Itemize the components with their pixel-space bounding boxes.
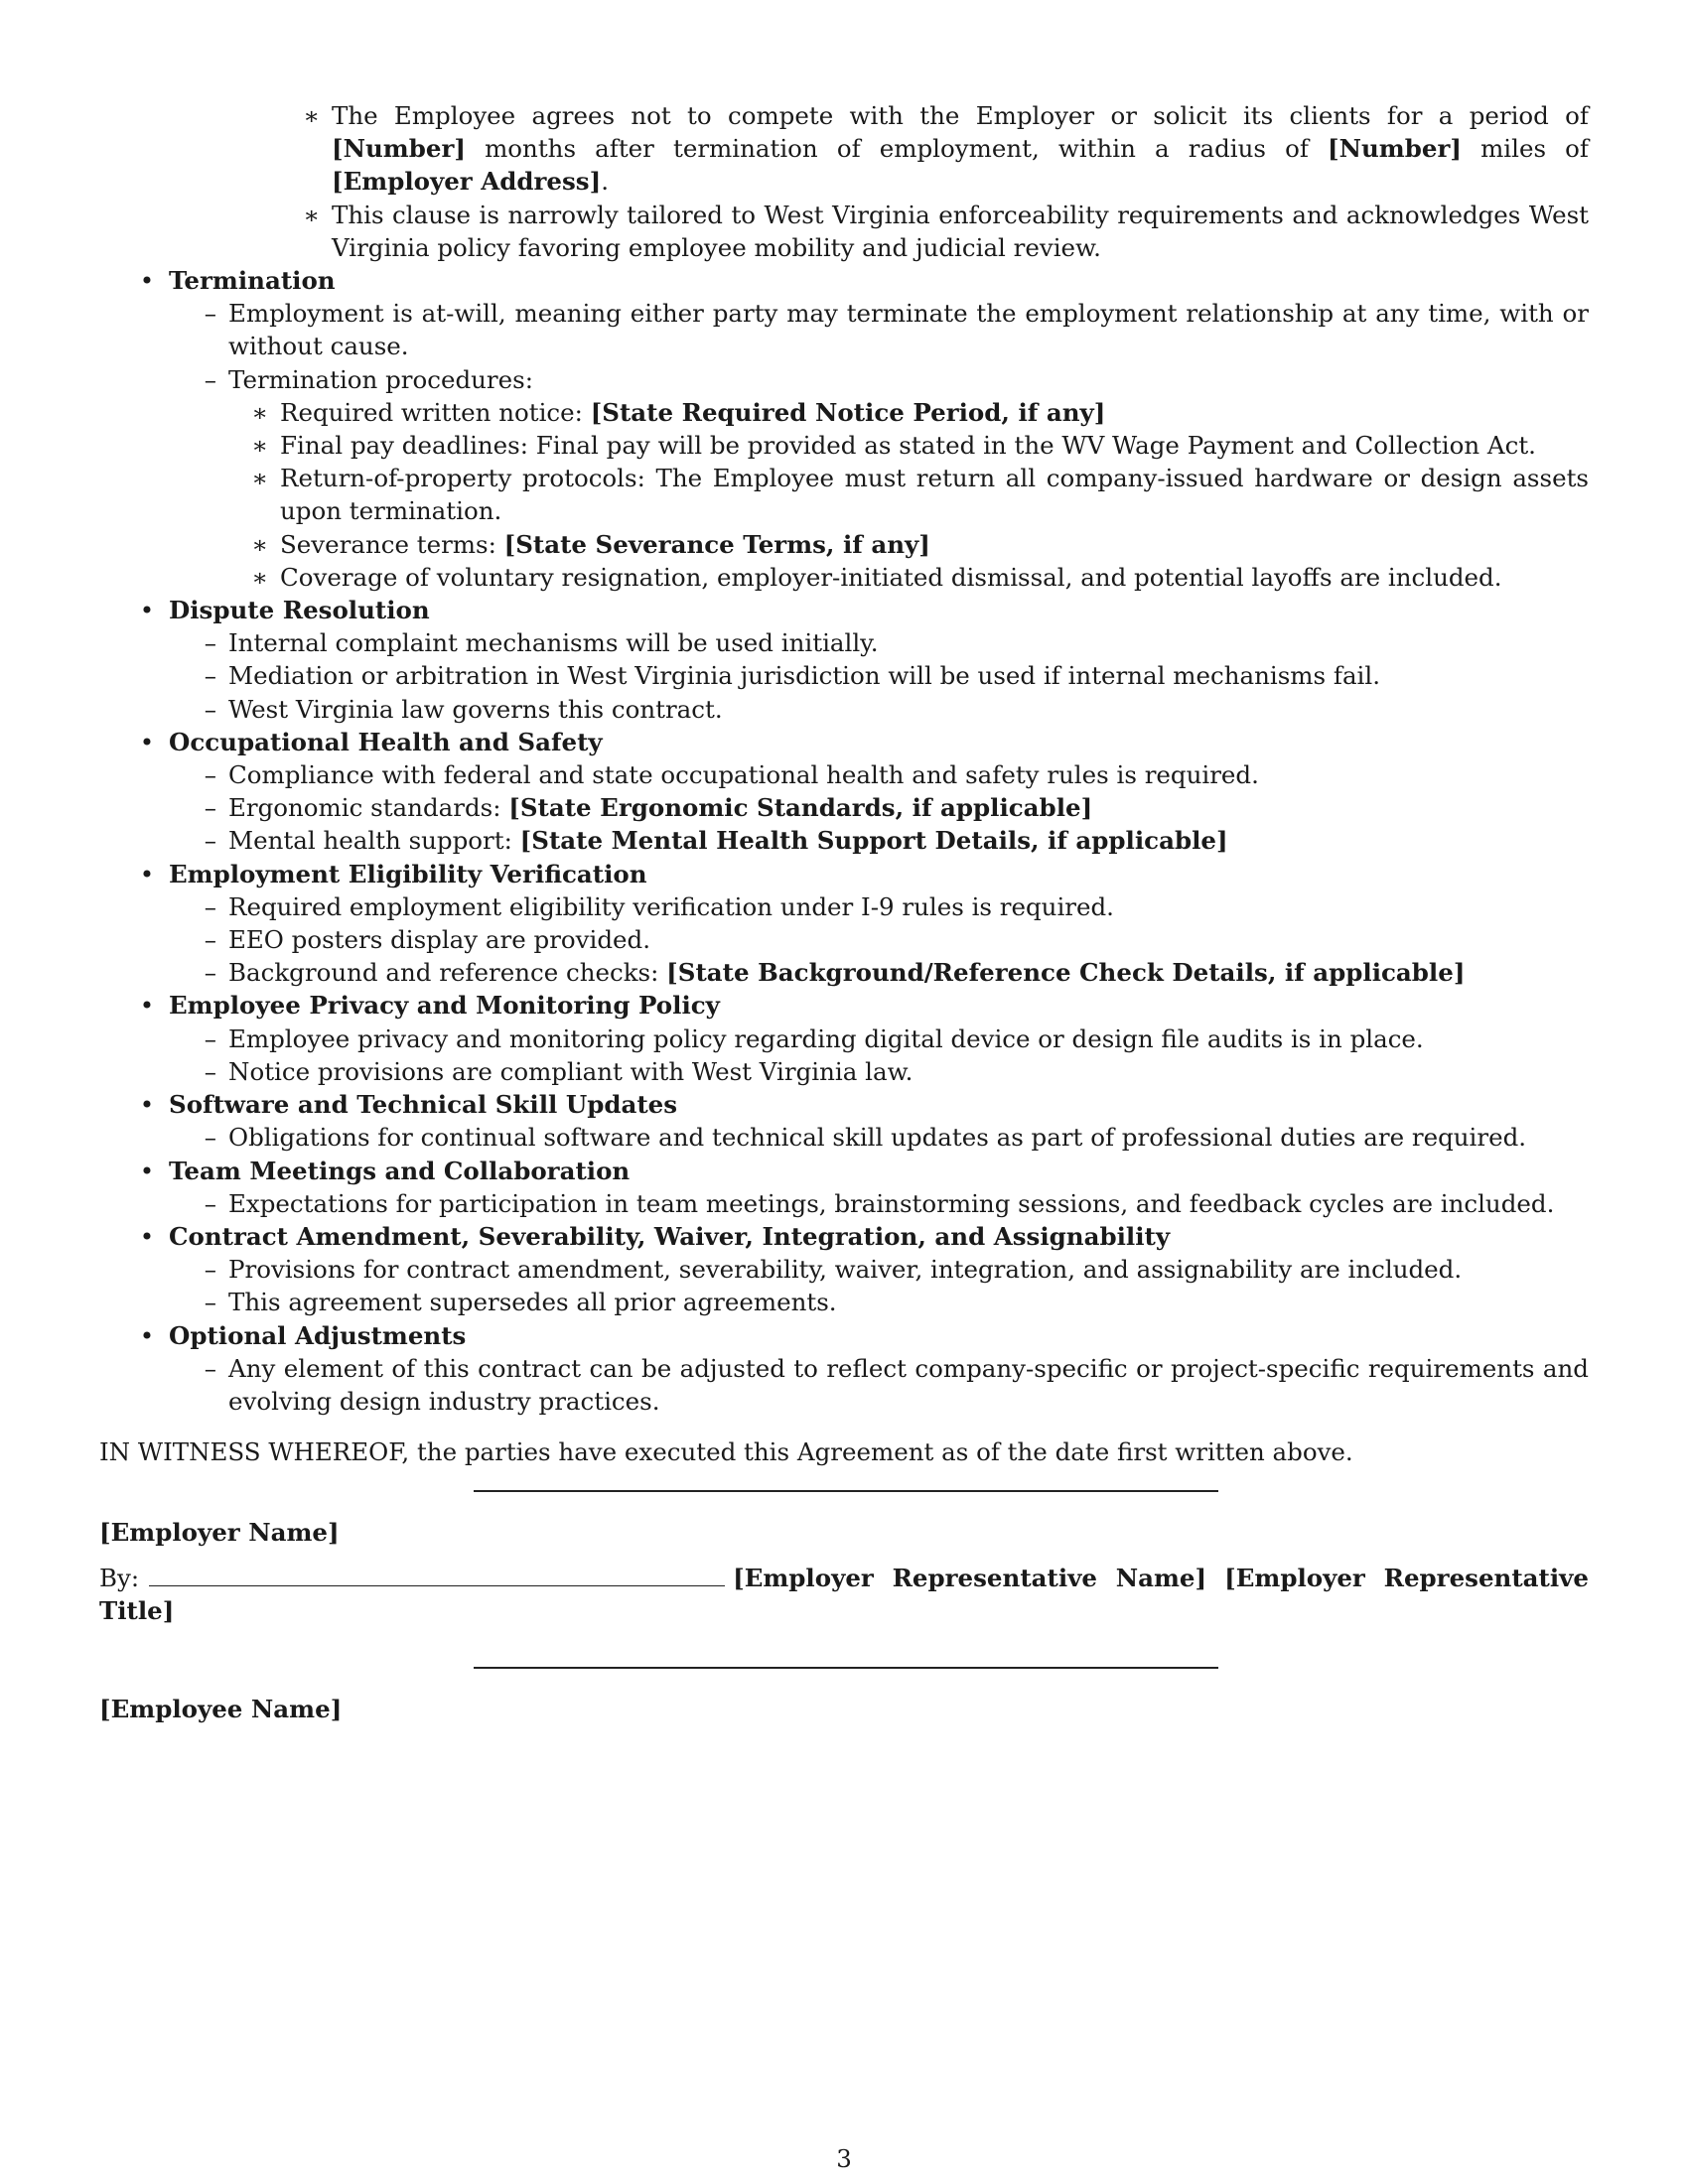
section-title: Termination — [169, 266, 336, 296]
section-privacy-monitoring — [99, 989, 1589, 1088]
placeholder-field: [Number] — [332, 134, 466, 164]
dash-marker: – — [204, 925, 216, 955]
list-item: ∗ This clause is narrowly tailored to West Virginia enforceability requirements and acknowledges West Virginia policy favoring employee mobility and judicial review. — [280, 199, 1589, 264]
section-optional-adjustments — [99, 1319, 1589, 1419]
by-signature-line — [149, 1564, 725, 1586]
list-item: – EEO posters display are provided. — [169, 923, 1589, 956]
bullet-marker: • — [139, 1221, 155, 1251]
list-item: – Termination procedures: ∗ Required written notice: [State Required Notice Period, if any] ∗ Final pay deadlines: Final pay will be provided as stated in the WV Wage Payment and Collection Act. ∗ Return-of-property protocols: The Employee must return all company-issued hardware or design assets upon termination. ∗ Severance terms: [State Severance Terms, if any] ∗ Coverage of voluntary resignation, employer-initiated dismissal, and potential layoffs are included. — [169, 363, 1589, 594]
list-item: – Compliance with federal and state occupational health and safety rules is required. — [169, 758, 1589, 791]
section-contract-amendment — [99, 1220, 1589, 1319]
list-item: – Provisions for contract amendment, severability, waiver, integration, and assignability are included. — [169, 1253, 1589, 1286]
representative-name: [Employer Representative Name] — [733, 1563, 1207, 1592]
bullet-marker: • — [139, 266, 155, 296]
list-item: ∗ The Employee agrees not to compete with the Employer or solicit its clients for a period of [Number] months after termination of employment, within a radius of [Number] miles of [Employer Address]. — [280, 99, 1589, 199]
dash-marker: – — [204, 694, 216, 724]
dash-marker: – — [204, 1288, 216, 1317]
employer-name: [Employer Name] — [99, 1518, 340, 1548]
list-item: – Background and reference checks: [State Background/Reference Check Details, if applicable] — [169, 956, 1589, 989]
employee-name: [Employee Name] — [99, 1694, 343, 1723]
bullet-marker: • — [139, 1156, 155, 1185]
list-item: – Employee privacy and monitoring policy regarding digital device or design file audits is in place. — [169, 1023, 1589, 1055]
list-item: ∗ Final pay deadlines: Final pay will be provided as stated in the WV Wage Payment and Collection Act. — [228, 429, 1589, 462]
placeholder-field: [State Severance Terms, if any] — [503, 529, 930, 559]
list-item: – Any element of this contract can be adjusted to reflect company-specific or project-specific requirements and evolving design industry practices. — [169, 1352, 1589, 1418]
list-item: – Internal complaint mechanisms will be used initially. — [169, 626, 1589, 659]
placeholder-field: [State Background/Reference Check Details, if applicable] — [666, 958, 1466, 988]
star-marker: ∗ — [251, 397, 268, 427]
bullet-marker: • — [139, 727, 155, 756]
dash-marker: – — [204, 661, 216, 691]
witness-clause: IN WITNESS WHEREOF, the parties have executed this Agreement as of the date first written above. — [99, 1437, 1353, 1467]
section-termination — [99, 264, 1589, 594]
list-item: – Ergonomic standards: [State Ergonomic Standards, if applicable] — [169, 791, 1589, 824]
star-marker: ∗ — [251, 529, 268, 559]
dash-marker: – — [204, 826, 216, 856]
list-item: – West Virginia law governs this contract. — [169, 693, 1589, 726]
list-item: ∗ Severance terms: [State Severance Terms, if any] — [228, 528, 1589, 561]
star-marker: ∗ — [251, 464, 268, 493]
placeholder-field: [Employer Address] — [332, 167, 602, 197]
dash-marker: – — [204, 1024, 216, 1053]
section-title: Occupational Health and Safety — [169, 727, 603, 756]
placeholder-field: [State Mental Health Support Details, if applicable] — [519, 826, 1228, 856]
dash-marker: – — [204, 364, 216, 394]
dash-marker: – — [204, 1123, 216, 1153]
star-marker: ∗ — [303, 101, 320, 130]
placeholder-field: [State Ergonomic Standards, if applicable] — [508, 793, 1093, 823]
star-marker: ∗ — [251, 562, 268, 592]
bullet-marker: • — [139, 859, 155, 888]
dash-marker: – — [204, 958, 216, 988]
dash-marker: – — [204, 1255, 216, 1285]
dash-marker: – — [204, 793, 216, 823]
list-item: – Obligations for continual software and technical skill updates as part of professional duties are required. — [169, 1121, 1589, 1154]
dash-marker: – — [204, 891, 216, 921]
section-eligibility-verification — [99, 858, 1589, 990]
star-marker: ∗ — [303, 200, 320, 229]
section-software-updates — [99, 1088, 1589, 1154]
section-list — [99, 264, 1589, 1418]
section-team-meetings — [99, 1155, 1589, 1220]
section-title: Software and Technical Skill Updates — [169, 1090, 678, 1120]
bullet-marker: • — [139, 1090, 155, 1120]
list-item: ∗ Return-of-property protocols: The Employee must return all company-issued hardware or design assets upon termination. — [228, 462, 1589, 527]
dash-marker: – — [204, 1353, 216, 1383]
employer-by-row — [99, 1562, 1589, 1627]
employee-signature-line — [474, 1667, 1218, 1669]
section-occupational-health — [99, 726, 1589, 858]
list-item: – Mediation or arbitration in West Virginia jurisdiction will be used if internal mechanisms fail. — [169, 659, 1589, 692]
page-number: 3 — [836, 2144, 852, 2173]
list-item: ∗ Coverage of voluntary resignation, employer-initiated dismissal, and potential layoffs are included. — [228, 561, 1589, 594]
noncompete-continued-list — [99, 99, 1589, 264]
list-item: – Required employment eligibility verification under I-9 rules is required. — [169, 890, 1589, 923]
dash-marker: – — [204, 628, 216, 658]
section-title: Employee Privacy and Monitoring Policy — [169, 991, 720, 1021]
section-title: Dispute Resolution — [169, 596, 430, 625]
dash-marker: – — [204, 299, 216, 329]
list-item: – Expectations for participation in team meetings, brainstorming sessions, and feedback cycles are included. — [169, 1187, 1589, 1220]
section-title: Contract Amendment, Severability, Waiver, Integration, and Assignability — [169, 1221, 1171, 1251]
section-title: Employment Eligibility Verification — [169, 859, 647, 888]
bullet-marker: • — [139, 991, 155, 1021]
placeholder-field: [State Required Notice Period, if any] — [590, 397, 1106, 427]
bullet-marker: • — [139, 596, 155, 625]
section-dispute-resolution — [99, 594, 1589, 726]
document-page — [99, 99, 1589, 1725]
list-item: – Employment is at-will, meaning either party may terminate the employment relationship at any time, with or without cause. — [169, 297, 1589, 362]
dash-marker: – — [204, 760, 216, 790]
list-item: – Mental health support: [State Mental Health Support Details, if applicable] — [169, 824, 1589, 857]
dash-marker: – — [204, 1188, 216, 1218]
by-label: By: — [99, 1563, 140, 1592]
section-title: Optional Adjustments — [169, 1320, 467, 1350]
list-item: – Notice provisions are compliant with West Virginia law. — [169, 1055, 1589, 1088]
representative-title: [Employer Representative Title] — [99, 1563, 1589, 1625]
section-title: Team Meetings and Collaboration — [169, 1156, 631, 1185]
star-marker: ∗ — [251, 431, 268, 461]
bullet-marker: • — [139, 1320, 155, 1350]
dash-marker: – — [204, 1056, 216, 1086]
placeholder-field: [Number] — [1328, 134, 1462, 164]
list-item: ∗ Required written notice: [State Required Notice Period, if any] — [228, 396, 1589, 429]
employer-signature-line — [474, 1490, 1218, 1492]
list-item: – This agreement supersedes all prior agreements. — [169, 1286, 1589, 1318]
